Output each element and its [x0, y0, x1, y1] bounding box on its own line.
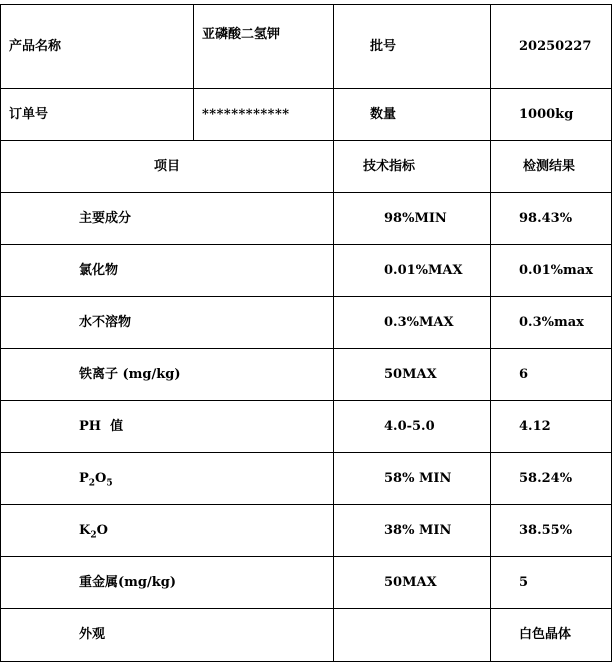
table-row — [1, 193, 612, 245]
spec-cell — [334, 609, 491, 662]
item-cell: 重金属(mg/kg) — [1, 557, 334, 609]
table-row — [1, 557, 612, 609]
item-column-header: 项目 — [1, 141, 334, 193]
formula-subscript: 5 — [106, 478, 113, 489]
result-cell: 5 — [491, 557, 612, 609]
result-cell: 98.43% — [491, 193, 612, 245]
batch-label: 批号 — [334, 5, 491, 89]
formula-element: O — [95, 470, 107, 486]
table-row — [1, 349, 612, 401]
table-row — [1, 609, 612, 662]
item-cell: PH 值 — [1, 401, 334, 453]
spec-cell: 58% MIN — [334, 453, 491, 505]
column-header-row — [1, 141, 612, 193]
spec-cell: 50MAX — [334, 557, 491, 609]
result-cell: 4.12 — [491, 401, 612, 453]
analysis-table — [0, 4, 612, 662]
batch-value: 20250227 — [491, 5, 612, 89]
formula-subscript: 2 — [90, 530, 97, 541]
formula-subscript: 2 — [88, 478, 96, 489]
item-cell: 氯化物 — [1, 245, 334, 297]
formula-element: O — [96, 522, 108, 538]
spec-cell: 50MAX — [334, 349, 491, 401]
spec-cell: 0.01%MAX — [334, 245, 491, 297]
result-column-header: 检测结果 — [491, 141, 612, 193]
quantity-label: 数量 — [334, 89, 491, 141]
result-cell: 58.24% — [491, 453, 612, 505]
spec-cell: 0.3%MAX — [334, 297, 491, 349]
quantity-value: 1000kg — [491, 89, 612, 141]
order-value: ************ — [194, 89, 334, 141]
product-row — [1, 5, 612, 89]
item-cell — [1, 505, 334, 557]
product-name-value: 亚磷酸二氢钾 — [194, 5, 334, 89]
order-label: 订单号 — [1, 89, 194, 141]
order-row — [1, 89, 612, 141]
result-cell: 白色晶体 — [491, 609, 612, 662]
result-cell: 0.01%max — [491, 245, 612, 297]
table-row — [1, 245, 612, 297]
spec-cell: 98%MIN — [334, 193, 491, 245]
formula-element: P — [79, 470, 89, 486]
item-cell: 水不溶物 — [1, 297, 334, 349]
item-cell: 外观 — [1, 609, 334, 662]
item-cell: 主要成分 — [1, 193, 334, 245]
item-cell — [1, 453, 334, 505]
spec-column-header: 技术指标 — [334, 141, 491, 193]
spec-cell: 4.0-5.0 — [334, 401, 491, 453]
table-row — [1, 453, 612, 505]
item-cell: 铁离子 (mg/kg) — [1, 349, 334, 401]
table-row — [1, 401, 612, 453]
product-name-label: 产品名称 — [1, 5, 194, 89]
result-cell: 38.55% — [491, 505, 612, 557]
spec-cell: 38% MIN — [334, 505, 491, 557]
result-cell: 0.3%max — [491, 297, 612, 349]
result-cell: 6 — [491, 349, 612, 401]
table-row — [1, 505, 612, 557]
formula-element: K — [79, 522, 91, 538]
table-row — [1, 297, 612, 349]
